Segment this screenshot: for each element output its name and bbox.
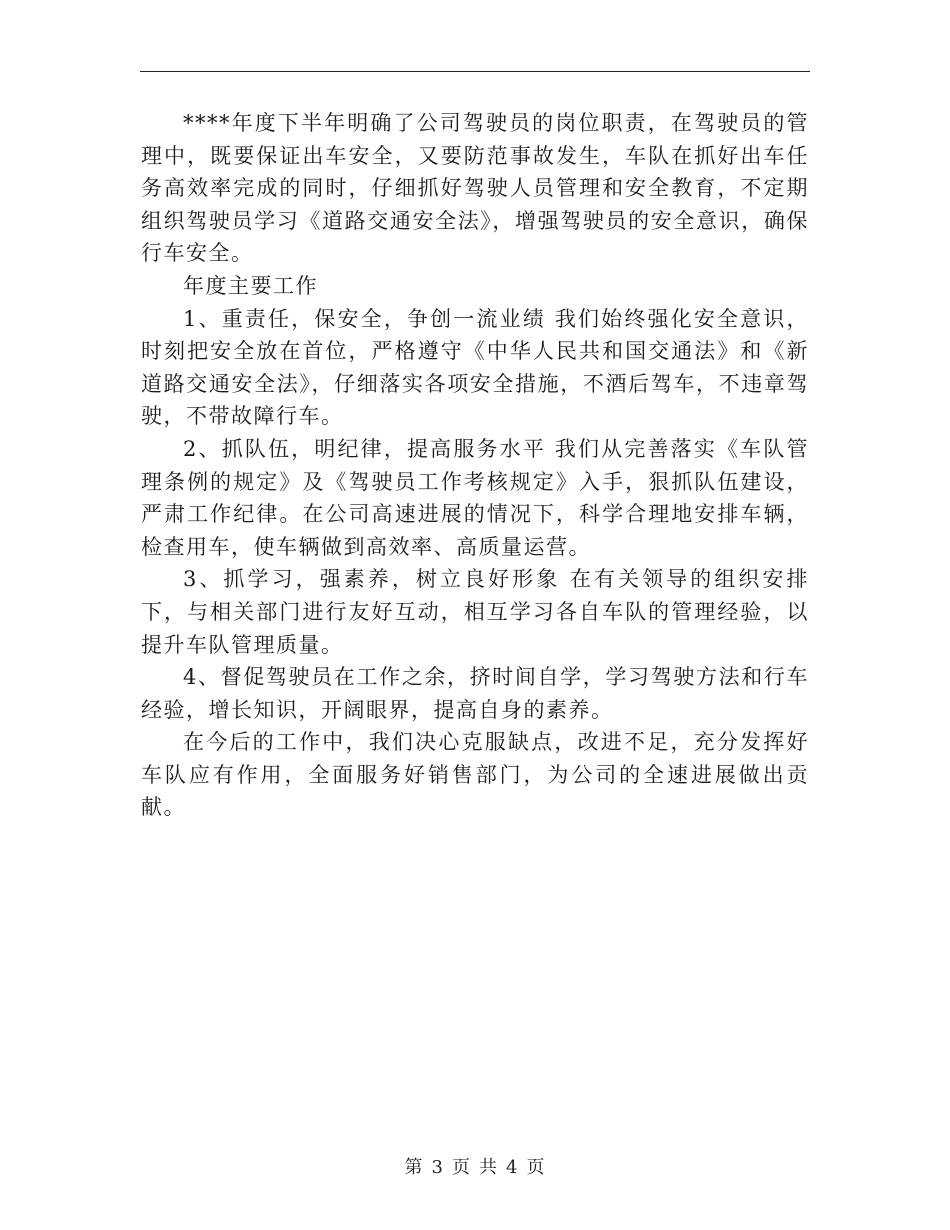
footer-ye: 页 [452,1157,471,1178]
footer-di: 第 [404,1157,424,1178]
footer-gong: 共 [479,1157,498,1178]
header-rule [140,71,810,72]
paragraph-item-2: 2、抓队伍，明纪律，提高服务水平 我们从完善落实《车队管理条例的规定》及《驾驶员工作考核规定》入手，狠抓队伍建设，严肃工作纪律。在公司高速进展的情况下，科学合理地安排车辆，检查用车，使车辆做到高效率、高质量运营。 [141,436,809,559]
document-body [141,107,809,824]
paragraph-conclusion: 在今后的工作中，我们决心克服缺点，改进不足，充分发挥好车队应有作用，全面服务好销售部门，为公司的全速进展做出贡献。 [141,730,809,820]
section-heading: 年度主要工作 [183,273,318,298]
footer-total-pages: 4 [506,1157,519,1178]
page-footer [0,1153,950,1179]
paragraph-item-1: 1、重责任，保安全，争创一流业绩 我们始终强化安全意识，时刻把安全放在首位，严格遵守《中华人民共和国交通法》和《新道路交通安全法》，仔细落实各项安全措施，不酒后驾车，不违章驾驶，不带故障行车。 [141,306,809,429]
footer-ye2: 页 [526,1157,546,1178]
footer-current-page: 3 [431,1157,444,1178]
paragraph-intro: ****年度下半年明确了公司驾驶员的岗位职责，在驾驶员的管理中，既要保证出车安全，又要防范事故发生，车队在抓好出车任务高效率完成的同时，仔细抓好驾驶人员管理和安全教育，不定期组织驾驶员学习《道路交通安全法》，增强驾驶员的安全意识，确保行车安全。 [141,111,809,266]
paragraph-item-3: 3、抓学习，强素养，树立良好形象 在有关领导的组织安排下，与相关部门进行友好互动，相互学习各自车队的管理经验，以提升车队管理质量。 [141,567,809,657]
paragraph-item-4: 4、督促驾驶员在工作之余，挤时间自学，学习驾驶方法和行车经验，增长知识，开阔眼界，提高自身的素养。 [141,665,809,722]
